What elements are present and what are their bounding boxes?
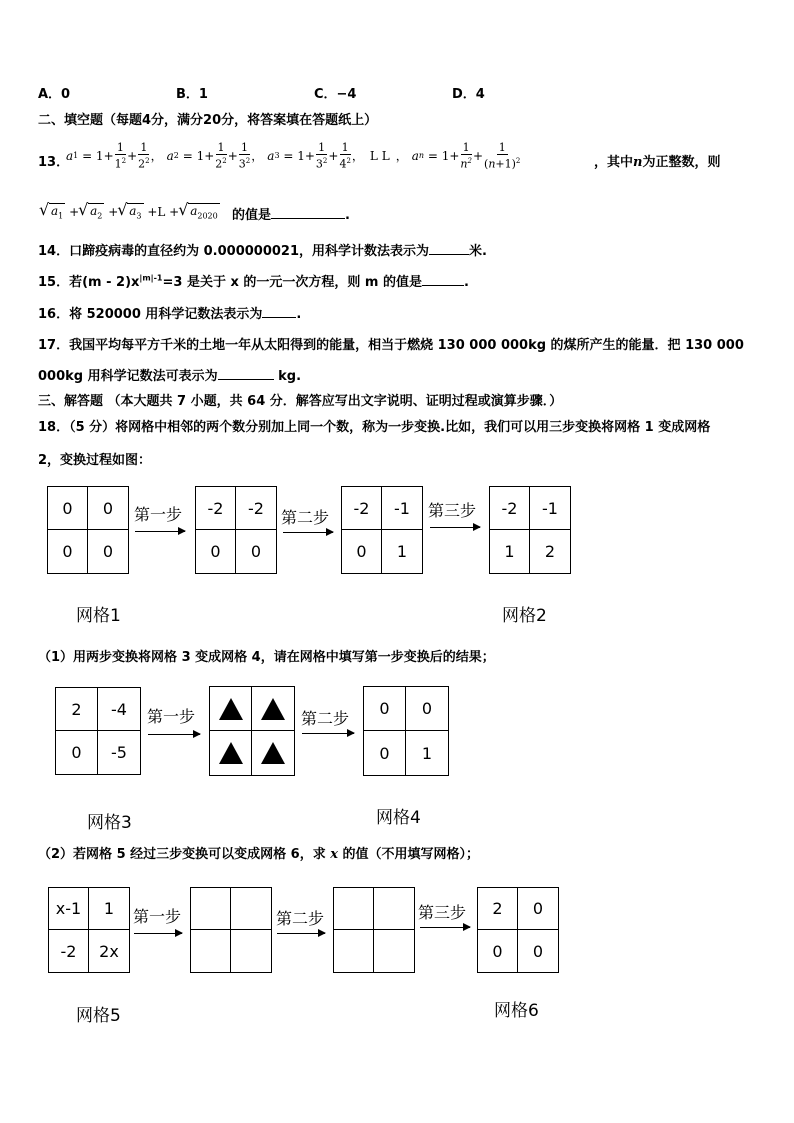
q13-number: 13． <box>38 155 70 170</box>
answer-cell[interactable] <box>252 687 294 731</box>
grid-cell: 0 <box>56 731 98 774</box>
choice-c: C．−4 <box>314 87 357 102</box>
answer-cell[interactable] <box>210 731 252 775</box>
part2-text: （2）若网格 5 经过三步变换可以变成网格 6，求 x 的值（不用填写网格）； <box>38 847 480 862</box>
q17-line1: 17．我国平均每平方千米的土地一年从太阳得到的能量，相当于燃烧 130 000 000kg 的煤所产生的能量．把 130 000 <box>38 338 744 353</box>
grid-cell: 0 <box>250 542 262 561</box>
step3-label: 第三步 <box>428 501 477 520</box>
empty-cell <box>374 888 414 930</box>
q13-condition: ，其中n为正整数，则 <box>594 155 721 170</box>
arrow-icon <box>302 733 354 734</box>
grid-cell: -1 <box>382 487 422 530</box>
choice-b: B．1 <box>176 87 208 102</box>
grid-cell: 1 <box>421 743 433 763</box>
empty-cell <box>334 930 374 972</box>
grid-answer-step1 <box>209 686 295 776</box>
grid-4 <box>363 686 449 776</box>
grid-cell: 0 <box>342 530 382 573</box>
arrow-icon <box>420 927 470 928</box>
q13-sqrt-sum: √ $a_1$ + √ $a_2$ + √ $a_3$ +L + √ $a_{2020}$ <box>40 203 220 220</box>
grid-cell: 2 <box>56 688 98 731</box>
q13-question: 的值是 . <box>232 208 350 223</box>
grid-cell: 0 <box>518 888 558 930</box>
grid-cell: 2 <box>544 542 556 561</box>
section-heading-fill-in: 二、填空题（每题4分，满分20分，将答案填在答题纸上） <box>38 113 378 128</box>
grid-3-label: 网格3 <box>87 813 132 833</box>
grid-cell: -4 <box>98 688 140 731</box>
grid-cell: 1 <box>396 542 408 561</box>
empty-cell <box>231 888 271 930</box>
grid-cell: 0 <box>88 487 128 530</box>
grid-cell: -5 <box>111 743 127 762</box>
section-heading-answer: 三、解答题 （本大题共 7 小题，共 64 分．解答应写出文字说明、证明过程或演算步骤．） <box>38 394 563 409</box>
step1-label: 第一步 <box>134 505 183 524</box>
grid-cell: 0 <box>478 930 518 972</box>
q15: 15．若$(m - 2)x^{|m|-1}=3$ 是关于 x 的一元一次方程，则 m 的值是 . <box>38 273 469 290</box>
step3-label: 第三步 <box>418 903 467 922</box>
choice-d: D．4 <box>452 87 485 102</box>
grid-cell: -2 <box>342 487 382 530</box>
grid-cell: x-1 <box>49 888 89 930</box>
grid-3 <box>55 687 141 775</box>
answer-cell[interactable] <box>210 687 252 731</box>
grid-step2 <box>341 486 423 574</box>
grid-cell: 0 <box>364 731 406 775</box>
part1-text: （1）用两步变换将网格 3 变成网格 4，请在网格中填写第一步变换后的结果； <box>38 650 495 665</box>
grid-cell: 0 <box>48 530 88 573</box>
answer-cell[interactable] <box>252 731 294 775</box>
grid-cell: 0 <box>48 487 88 530</box>
grid-cell: 1 <box>490 530 530 573</box>
q18-line2: 2，变换过程如图： <box>38 453 152 468</box>
grid-cell: 0 <box>364 687 406 731</box>
grid-6-label: 网格6 <box>494 1001 539 1021</box>
grid-5 <box>48 887 130 973</box>
step2-label: 第二步 <box>276 909 325 928</box>
empty-cell <box>191 930 231 972</box>
q16-answer-blank[interactable] <box>262 305 296 318</box>
grid-cell: 1 <box>89 888 129 930</box>
grid-5-label: 网格5 <box>76 1006 121 1026</box>
q17-answer-blank[interactable] <box>218 367 274 380</box>
grid-cell: 0 <box>532 941 544 961</box>
q15-answer-blank[interactable] <box>422 273 464 286</box>
triangle-icon <box>261 742 285 764</box>
grid-step1 <box>195 486 277 574</box>
grid-cell: -1 <box>530 487 570 530</box>
grid-6 <box>477 887 559 973</box>
step2-label: 第二步 <box>281 508 330 527</box>
grid-empty-step1 <box>190 887 272 973</box>
choice-a: A．0 <box>38 87 71 102</box>
step1-label: 第一步 <box>147 707 196 726</box>
grid-cell: 2x <box>99 941 119 961</box>
q16: 16．将 520000 用科学记数法表示为 . <box>38 307 302 322</box>
q17-line2: 000kg 用科学记数法可表示为 kg. <box>38 369 302 384</box>
grid-cell: 2 <box>478 888 518 930</box>
arrow-icon <box>134 933 182 934</box>
grid-1 <box>47 486 129 574</box>
arrow-icon <box>277 933 325 934</box>
triangle-icon <box>261 698 285 720</box>
grid-cell: -2 <box>236 487 276 530</box>
q14: 14．口蹄疫病毒的直径约为 0.000000021，用科学计数法表示为 米. <box>38 244 487 259</box>
grid-cell: 0 <box>406 687 448 731</box>
triangle-icon <box>219 742 243 764</box>
grid-1-label: 网格1 <box>76 606 121 626</box>
arrow-icon <box>283 532 333 533</box>
arrow-icon <box>135 531 185 532</box>
q13-answer-blank[interactable] <box>271 206 345 219</box>
grid-cell: -2 <box>49 930 89 972</box>
grid-4-label: 网格4 <box>376 808 421 828</box>
grid-cell: 0 <box>102 542 114 561</box>
empty-cell <box>191 888 231 930</box>
empty-cell <box>334 888 374 930</box>
triangle-icon <box>219 698 243 720</box>
grid-2 <box>489 486 571 574</box>
empty-cell <box>231 930 271 972</box>
grid-cell: -2 <box>490 487 530 530</box>
grid-cell: 0 <box>196 530 236 573</box>
grid-2-label: 网格2 <box>502 606 547 626</box>
grid-empty-step2 <box>333 887 415 973</box>
q14-answer-blank[interactable] <box>429 242 469 255</box>
step2-label: 第二步 <box>301 709 350 728</box>
q18-line1: 18．（5 分）将网格中相邻的两个数分别加上同一个数，称为一步变换.比如，我们可以用三步变换将网格 1 变成网格 <box>38 420 711 435</box>
grid-cell: -2 <box>196 487 236 530</box>
step1-label: 第一步 <box>133 907 182 926</box>
empty-cell <box>374 930 414 972</box>
q13-sequence: a 1 = 1+ $\frac{1}{1^2}$ + $\frac{1}{2^2}$ ， a 2 = 1+ $\frac{1}{2^2}$ + $\frac{1}{3^2}$ ， a 3 = 1+ $\frac{1}{3^2}$ + $\frac{1}{4^2}$ ， L L ， a n = 1+ $\frac{1}{n^2}$ + $\frac{1}{(n+1)^2}$ <box>66 141 521 171</box>
arrow-icon <box>430 527 480 528</box>
arrow-icon <box>148 734 200 735</box>
